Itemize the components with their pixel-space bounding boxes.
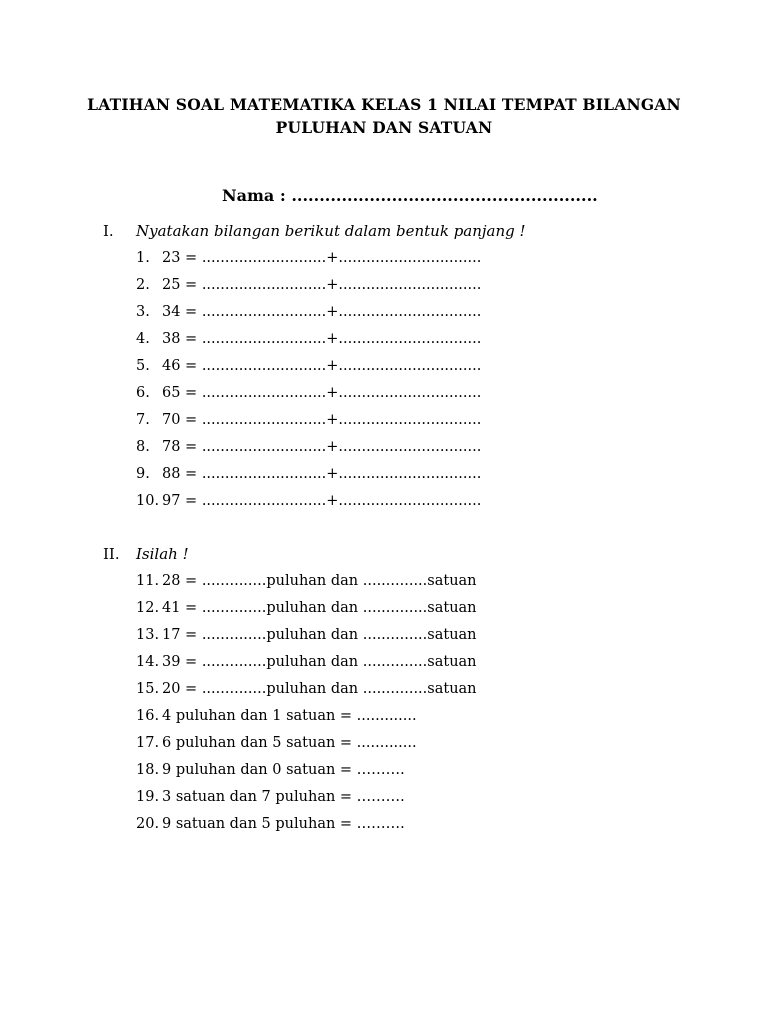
question-item <box>136 814 405 834</box>
question-text: 46 = ...........................+............................... <box>162 358 482 374</box>
question-number: 3. <box>136 304 150 320</box>
question-number: 19. <box>136 789 160 805</box>
question-item <box>136 733 417 753</box>
question-number: 1. <box>136 250 150 266</box>
question-number: 12. <box>136 600 160 616</box>
question-item <box>136 679 477 699</box>
question-number: 4. <box>136 331 150 347</box>
question-item <box>136 383 481 403</box>
question-number: 11. <box>136 573 160 589</box>
question-item <box>136 464 481 484</box>
question-item <box>136 652 477 672</box>
question-number: 6. <box>136 385 150 401</box>
section-1-instruction: Nyatakan bilangan berikut dalam bentuk panjang ! <box>136 222 526 240</box>
question-text: 97 = ...........................+............................... <box>162 493 482 509</box>
question-item <box>136 356 481 376</box>
question-number: 16. <box>136 708 160 724</box>
title-line-2: PULUHAN DAN SATUAN <box>275 118 493 137</box>
page-title <box>60 93 708 139</box>
question-text: 78 = ...........................+............................... <box>162 439 482 455</box>
question-text: 34 = ...........................+............................... <box>162 304 482 320</box>
question-item <box>136 302 481 322</box>
question-text: 41 = ..............puluhan dan ..............satuan <box>162 600 477 616</box>
question-number: 17. <box>136 735 160 751</box>
question-number: 15. <box>136 681 160 697</box>
question-text: 88 = ...........................+............................... <box>162 466 482 482</box>
question-number: 18. <box>136 762 160 778</box>
question-text: 9 puluhan dan 0 satuan = ………. <box>162 762 405 778</box>
question-text: 20 = ..............puluhan dan ..............satuan <box>162 681 477 697</box>
question-number: 5. <box>136 358 150 374</box>
question-text: 6 puluhan dan 5 satuan = ............. <box>162 735 417 751</box>
question-item <box>136 329 481 349</box>
question-item <box>136 625 477 645</box>
question-item <box>136 437 481 457</box>
section-1-numeral: I. <box>103 222 114 240</box>
title-line-1: LATIHAN SOAL MATEMATIKA KELAS 1 NILAI TEMPAT BILANGAN <box>87 95 681 114</box>
question-number: 20. <box>136 816 160 832</box>
question-text: 23 = ...........................+............................... <box>162 250 482 266</box>
question-item <box>136 706 417 726</box>
question-text: 70 = ...........................+............................... <box>162 412 482 428</box>
question-number: 8. <box>136 439 150 455</box>
question-text: 25 = ...........................+............................... <box>162 277 482 293</box>
section-2-instruction: Isilah ! <box>136 545 189 563</box>
question-text: 39 = ..............puluhan dan ..............satuan <box>162 654 477 670</box>
question-item <box>136 410 481 430</box>
question-item <box>136 571 477 591</box>
question-text: 9 satuan dan 5 puluhan = ………. <box>162 816 405 832</box>
question-number: 13. <box>136 627 160 643</box>
name-field: Nama : ....................................................... <box>222 186 598 205</box>
question-item <box>136 598 477 618</box>
question-number: 2. <box>136 277 150 293</box>
question-number: 14. <box>136 654 160 670</box>
question-item <box>136 248 481 268</box>
question-item <box>136 760 405 780</box>
question-item <box>136 491 481 511</box>
question-number: 7. <box>136 412 150 428</box>
question-text: 17 = ..............puluhan dan ..............satuan <box>162 627 477 643</box>
question-item <box>136 275 481 295</box>
question-text: 28 = ..............puluhan dan ..............satuan <box>162 573 477 589</box>
question-text: 38 = ...........................+............................... <box>162 331 482 347</box>
question-text: 65 = ...........................+............................... <box>162 385 482 401</box>
question-text: 4 puluhan dan 1 satuan = ............. <box>162 708 417 724</box>
question-text: 3 satuan dan 7 puluhan = ………. <box>162 789 405 805</box>
question-number: 9. <box>136 466 150 482</box>
section-2-numeral: II. <box>103 545 120 563</box>
question-number: 10. <box>136 493 160 509</box>
question-item <box>136 787 405 807</box>
